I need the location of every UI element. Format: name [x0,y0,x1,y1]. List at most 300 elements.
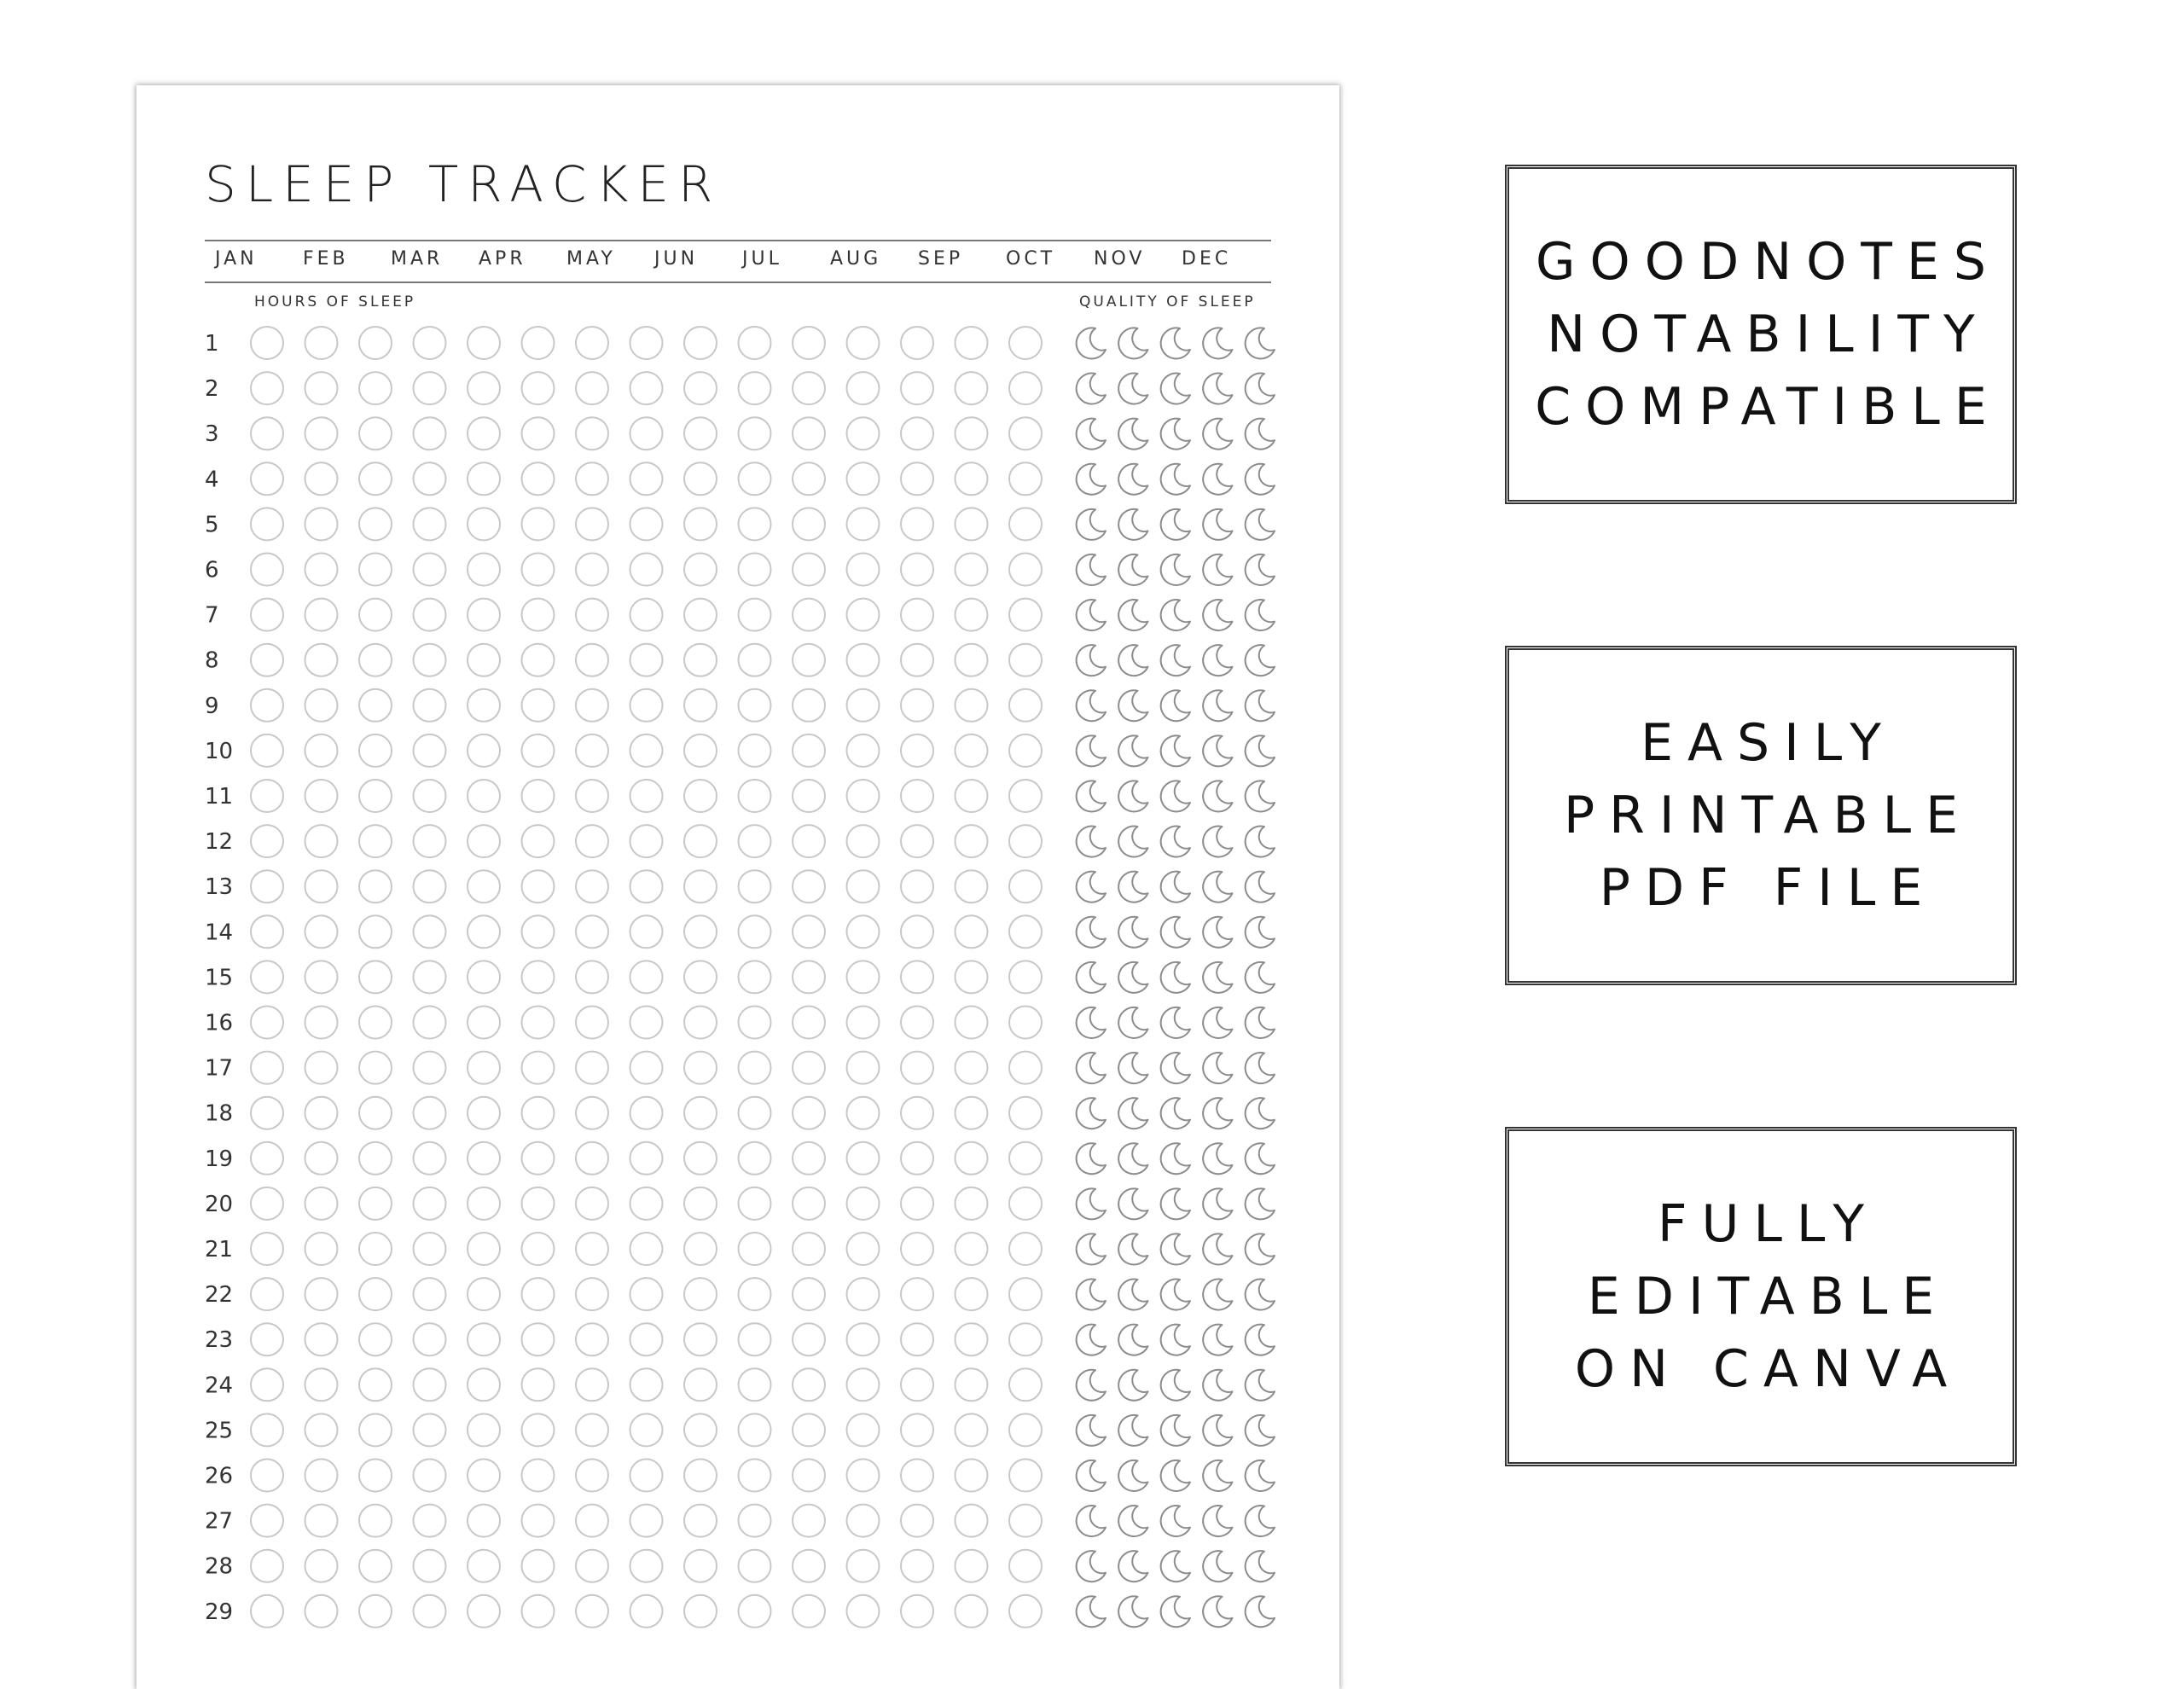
hour-circle[interactable] [359,554,392,586]
hour-circle[interactable] [576,870,608,903]
hour-circle[interactable] [901,1278,933,1310]
hour-circle[interactable] [901,1595,933,1628]
moon-icon[interactable] [1077,917,1106,948]
hour-circle[interactable] [1009,1413,1042,1446]
moon-icon[interactable] [1203,1460,1232,1491]
moon-icon[interactable] [1077,1325,1106,1355]
hour-circle[interactable] [901,825,933,857]
hour-circle[interactable] [414,915,446,948]
moon-icon[interactable] [1077,1143,1106,1174]
hour-circle[interactable] [956,825,988,857]
hour-circle[interactable] [522,327,555,359]
moon-icon[interactable] [1161,600,1190,630]
hour-circle[interactable] [847,462,880,495]
hour-circle[interactable] [630,689,663,722]
hour-circle[interactable] [956,1413,988,1446]
hour-circle[interactable] [956,1505,988,1537]
hour-circle[interactable] [359,1550,392,1582]
hour-circle[interactable] [630,915,663,948]
hour-circle[interactable] [251,870,283,903]
hour-circle[interactable] [684,870,717,903]
moon-icon[interactable] [1246,1460,1275,1491]
moon-icon[interactable] [1203,1415,1232,1446]
hour-circle[interactable] [414,417,446,450]
hour-circle[interactable] [359,825,392,857]
moon-icon[interactable] [1077,464,1106,495]
hour-circle[interactable] [901,417,933,450]
hour-circle[interactable] [739,372,771,404]
moon-icon[interactable] [1203,419,1232,450]
moon-icon[interactable] [1118,645,1147,676]
moon-icon[interactable] [1118,464,1147,495]
hour-circle[interactable] [305,1368,338,1401]
hour-circle[interactable] [1009,372,1042,404]
hour-circle[interactable] [522,599,555,631]
moon-icon[interactable] [1246,917,1275,948]
hour-circle[interactable] [684,1323,717,1355]
hour-circle[interactable] [522,1413,555,1446]
month-sep[interactable]: SEP [918,248,964,270]
hour-circle[interactable] [630,644,663,676]
moon-icon[interactable] [1118,735,1147,766]
hour-circle[interactable] [901,689,933,722]
moon-icon[interactable] [1161,1098,1190,1129]
hour-circle[interactable] [305,689,338,722]
hour-circle[interactable] [414,1187,446,1220]
hour-circle[interactable] [739,644,771,676]
hour-circle[interactable] [793,1142,825,1175]
hour-circle[interactable] [739,825,771,857]
hour-circle[interactable] [956,1368,988,1401]
hour-circle[interactable] [793,1052,825,1084]
moon-icon[interactable] [1246,872,1275,903]
hour-circle[interactable] [576,1007,608,1039]
hour-circle[interactable] [847,599,880,631]
hour-circle[interactable] [901,1007,933,1039]
hour-circle[interactable] [847,961,880,993]
hour-circle[interactable] [901,644,933,676]
hour-circle[interactable] [359,1142,392,1175]
hour-circle[interactable] [630,1142,663,1175]
hour-circle[interactable] [251,734,283,767]
moon-icon[interactable] [1161,419,1190,450]
hour-circle[interactable] [793,734,825,767]
hour-circle[interactable] [576,1233,608,1265]
hour-circle[interactable] [1009,1233,1042,1265]
hour-circle[interactable] [1009,734,1042,767]
hour-circle[interactable] [1009,1460,1042,1492]
hour-circle[interactable] [251,644,283,676]
hour-circle[interactable] [684,554,717,586]
moon-icon[interactable] [1161,1233,1190,1264]
hour-circle[interactable] [468,1323,500,1355]
moon-icon[interactable] [1118,419,1147,450]
moon-icon[interactable] [1077,1053,1106,1083]
moon-icon[interactable] [1203,1233,1232,1264]
hour-circle[interactable] [522,1323,555,1355]
moon-icon[interactable] [1203,464,1232,495]
hour-circle[interactable] [956,1595,988,1628]
hour-circle[interactable] [901,508,933,540]
moon-icon[interactable] [1203,1506,1232,1536]
hour-circle[interactable] [956,1233,988,1265]
hour-circle[interactable] [468,1187,500,1220]
hour-circle[interactable] [359,1007,392,1039]
hour-circle[interactable] [522,508,555,540]
moon-icon[interactable] [1246,1007,1275,1038]
month-nov[interactable]: NOV [1094,248,1146,270]
hour-circle[interactable] [305,1007,338,1039]
moon-icon[interactable] [1161,781,1190,811]
moon-icon[interactable] [1161,1506,1190,1536]
hour-circle[interactable] [414,1097,446,1129]
hour-circle[interactable] [522,1550,555,1582]
hour-circle[interactable] [793,1187,825,1220]
hour-circle[interactable] [847,508,880,540]
hour-circle[interactable] [305,1278,338,1310]
moon-icon[interactable] [1246,1325,1275,1355]
hour-circle[interactable] [1009,825,1042,857]
hour-circle[interactable] [359,1505,392,1537]
hour-circle[interactable] [359,1595,392,1628]
moon-icon[interactable] [1118,554,1147,585]
hour-circle[interactable] [793,554,825,586]
hour-circle[interactable] [793,1595,825,1628]
hour-circle[interactable] [359,1052,392,1084]
hour-circle[interactable] [1009,1097,1042,1129]
hour-circle[interactable] [305,417,338,450]
hour-circle[interactable] [359,961,392,993]
moon-icon[interactable] [1077,1415,1106,1446]
hour-circle[interactable] [522,372,555,404]
moon-icon[interactable] [1161,509,1190,540]
moon-icon[interactable] [1203,917,1232,948]
hour-circle[interactable] [684,417,717,450]
hour-circle[interactable] [359,462,392,495]
hour-circle[interactable] [630,780,663,812]
hour-circle[interactable] [1009,1007,1042,1039]
moon-icon[interactable] [1161,374,1190,404]
hour-circle[interactable] [793,1278,825,1310]
hour-circle[interactable] [468,417,500,450]
hour-circle[interactable] [847,1233,880,1265]
hour-circle[interactable] [251,1505,283,1537]
hour-circle[interactable] [956,462,988,495]
moon-icon[interactable] [1077,1233,1106,1264]
moon-icon[interactable] [1118,962,1147,993]
hour-circle[interactable] [684,961,717,993]
moon-icon[interactable] [1077,1007,1106,1038]
hour-circle[interactable] [901,372,933,404]
hour-circle[interactable] [251,1323,283,1355]
hour-circle[interactable] [684,1505,717,1537]
moon-icon[interactable] [1161,1370,1190,1401]
moon-icon[interactable] [1077,645,1106,676]
hour-circle[interactable] [576,462,608,495]
hour-circle[interactable] [956,508,988,540]
hour-circle[interactable] [576,1460,608,1492]
hour-circle[interactable] [847,554,880,586]
hour-circle[interactable] [1009,780,1042,812]
hour-circle[interactable] [576,1550,608,1582]
hour-circle[interactable] [522,462,555,495]
hour-circle[interactable] [522,734,555,767]
hour-circle[interactable] [793,915,825,948]
hour-circle[interactable] [576,915,608,948]
hour-circle[interactable] [847,780,880,812]
moon-icon[interactable] [1246,735,1275,766]
moon-icon[interactable] [1077,1280,1106,1310]
hour-circle[interactable] [847,1368,880,1401]
moon-icon[interactable] [1077,1596,1106,1627]
hour-circle[interactable] [630,1278,663,1310]
hour-circle[interactable] [684,1007,717,1039]
moon-icon[interactable] [1161,1188,1190,1219]
hour-circle[interactable] [684,734,717,767]
hour-circle[interactable] [793,1007,825,1039]
hour-circle[interactable] [251,508,283,540]
hour-circle[interactable] [630,327,663,359]
hour-circle[interactable] [305,1413,338,1446]
moon-icon[interactable] [1118,872,1147,903]
hour-circle[interactable] [793,417,825,450]
hour-circle[interactable] [1009,689,1042,722]
hour-circle[interactable] [414,1007,446,1039]
hour-circle[interactable] [251,1368,283,1401]
hour-circle[interactable] [1009,554,1042,586]
moon-icon[interactable] [1246,600,1275,630]
moon-icon[interactable] [1203,1053,1232,1083]
hour-circle[interactable] [684,462,717,495]
moon-icon[interactable] [1246,1188,1275,1219]
hour-circle[interactable] [468,508,500,540]
hour-circle[interactable] [359,327,392,359]
moon-icon[interactable] [1161,464,1190,495]
hour-circle[interactable] [359,372,392,404]
hour-circle[interactable] [793,327,825,359]
hour-circle[interactable] [847,870,880,903]
hour-circle[interactable] [522,1052,555,1084]
hour-circle[interactable] [359,1323,392,1355]
hour-circle[interactable] [739,1233,771,1265]
moon-icon[interactable] [1246,962,1275,993]
hour-circle[interactable] [956,1007,988,1039]
hour-circle[interactable] [468,1595,500,1628]
hour-circle[interactable] [576,1278,608,1310]
moon-icon[interactable] [1246,781,1275,811]
hour-circle[interactable] [901,554,933,586]
hour-circle[interactable] [468,554,500,586]
hour-circle[interactable] [1009,1323,1042,1355]
hour-circle[interactable] [251,825,283,857]
hour-circle[interactable] [576,961,608,993]
hour-circle[interactable] [251,1278,283,1310]
hour-circle[interactable] [251,327,283,359]
hour-circle[interactable] [305,644,338,676]
moon-icon[interactable] [1246,1551,1275,1582]
hour-circle[interactable] [305,915,338,948]
hour-circle[interactable] [522,1505,555,1537]
hour-circle[interactable] [793,780,825,812]
hour-circle[interactable] [739,1368,771,1401]
hour-circle[interactable] [956,689,988,722]
hour-circle[interactable] [468,327,500,359]
moon-icon[interactable] [1161,554,1190,585]
moon-icon[interactable] [1203,872,1232,903]
hour-circle[interactable] [684,1052,717,1084]
hour-circle[interactable] [414,1595,446,1628]
hour-circle[interactable] [576,1368,608,1401]
hour-circle[interactable] [793,599,825,631]
hour-circle[interactable] [468,1278,500,1310]
hour-circle[interactable] [305,734,338,767]
hour-circle[interactable] [684,915,717,948]
hour-circle[interactable] [739,870,771,903]
hour-circle[interactable] [684,1142,717,1175]
hour-circle[interactable] [847,915,880,948]
hour-circle[interactable] [847,1052,880,1084]
hour-circle[interactable] [684,689,717,722]
moon-icon[interactable] [1161,872,1190,903]
moon-icon[interactable] [1246,1280,1275,1310]
moon-icon[interactable] [1118,1596,1147,1627]
hour-circle[interactable] [739,1323,771,1355]
hour-circle[interactable] [739,780,771,812]
hour-circle[interactable] [251,1460,283,1492]
hour-circle[interactable] [630,870,663,903]
hour-circle[interactable] [414,1505,446,1537]
moon-icon[interactable] [1246,1506,1275,1536]
hour-circle[interactable] [630,1413,663,1446]
hour-circle[interactable] [576,1052,608,1084]
moon-icon[interactable] [1161,1460,1190,1491]
moon-icon[interactable] [1203,690,1232,721]
hour-circle[interactable] [468,644,500,676]
hour-circle[interactable] [739,599,771,631]
hour-circle[interactable] [305,327,338,359]
hour-circle[interactable] [576,1142,608,1175]
hour-circle[interactable] [956,417,988,450]
hour-circle[interactable] [1009,508,1042,540]
month-dec[interactable]: DEC [1182,248,1232,270]
hour-circle[interactable] [359,1413,392,1446]
hour-circle[interactable] [739,1187,771,1220]
hour-circle[interactable] [468,1460,500,1492]
hour-circle[interactable] [522,1460,555,1492]
moon-icon[interactable] [1118,1415,1147,1446]
month-jul[interactable]: JUL [742,248,782,270]
moon-icon[interactable] [1203,645,1232,676]
hour-circle[interactable] [576,599,608,631]
hour-circle[interactable] [359,780,392,812]
hour-circle[interactable] [522,1097,555,1129]
hour-circle[interactable] [956,1550,988,1582]
moon-icon[interactable] [1161,1415,1190,1446]
hour-circle[interactable] [739,1413,771,1446]
hour-circle[interactable] [901,780,933,812]
month-jun[interactable]: JUN [654,248,699,270]
hour-circle[interactable] [1009,599,1042,631]
hour-circle[interactable] [684,372,717,404]
hour-circle[interactable] [630,1233,663,1265]
hour-circle[interactable] [956,1278,988,1310]
hour-circle[interactable] [684,825,717,857]
moon-icon[interactable] [1246,374,1275,404]
hour-circle[interactable] [739,1097,771,1129]
moon-icon[interactable] [1118,1188,1147,1219]
moon-icon[interactable] [1203,827,1232,857]
hour-circle[interactable] [359,1187,392,1220]
hour-circle[interactable] [793,1233,825,1265]
moon-icon[interactable] [1118,509,1147,540]
hour-circle[interactable] [576,554,608,586]
hour-circle[interactable] [576,508,608,540]
hour-circle[interactable] [576,1187,608,1220]
moon-icon[interactable] [1203,509,1232,540]
moon-icon[interactable] [1161,1280,1190,1310]
moon-icon[interactable] [1203,1143,1232,1174]
hour-circle[interactable] [630,508,663,540]
hour-circle[interactable] [414,961,446,993]
hour-circle[interactable] [901,1368,933,1401]
hour-circle[interactable] [739,1595,771,1628]
hour-circle[interactable] [901,734,933,767]
hour-circle[interactable] [1009,327,1042,359]
hour-circle[interactable] [793,1460,825,1492]
moon-icon[interactable] [1246,1596,1275,1627]
hour-circle[interactable] [847,734,880,767]
hour-circle[interactable] [468,1368,500,1401]
hour-circle[interactable] [901,1052,933,1084]
month-aug[interactable]: AUG [830,248,882,270]
moon-icon[interactable] [1118,1551,1147,1582]
hour-circle[interactable] [576,780,608,812]
hour-circle[interactable] [305,1460,338,1492]
moon-icon[interactable] [1077,509,1106,540]
hour-circle[interactable] [739,1550,771,1582]
hour-circle[interactable] [305,1052,338,1084]
moon-icon[interactable] [1203,1098,1232,1129]
hour-circle[interactable] [359,1460,392,1492]
hour-circle[interactable] [956,1052,988,1084]
hour-circle[interactable] [1009,870,1042,903]
moon-icon[interactable] [1161,1053,1190,1083]
hour-circle[interactable] [956,599,988,631]
hour-circle[interactable] [251,780,283,812]
hour-circle[interactable] [901,327,933,359]
hour-circle[interactable] [793,1505,825,1537]
moon-icon[interactable] [1246,464,1275,495]
hour-circle[interactable] [359,1233,392,1265]
hour-circle[interactable] [901,462,933,495]
moon-icon[interactable] [1118,827,1147,857]
moon-icon[interactable] [1077,1188,1106,1219]
month-mar[interactable]: MAR [391,248,444,270]
hour-circle[interactable] [793,1413,825,1446]
hour-circle[interactable] [1009,915,1042,948]
hour-circle[interactable] [739,554,771,586]
moon-icon[interactable] [1118,781,1147,811]
moon-icon[interactable] [1161,1325,1190,1355]
moon-icon[interactable] [1161,735,1190,766]
hour-circle[interactable] [522,1233,555,1265]
hour-circle[interactable] [305,1595,338,1628]
hour-circle[interactable] [522,644,555,676]
month-jan[interactable]: JAN [215,248,258,270]
hour-circle[interactable] [847,327,880,359]
hour-circle[interactable] [251,1142,283,1175]
hour-circle[interactable] [305,1323,338,1355]
